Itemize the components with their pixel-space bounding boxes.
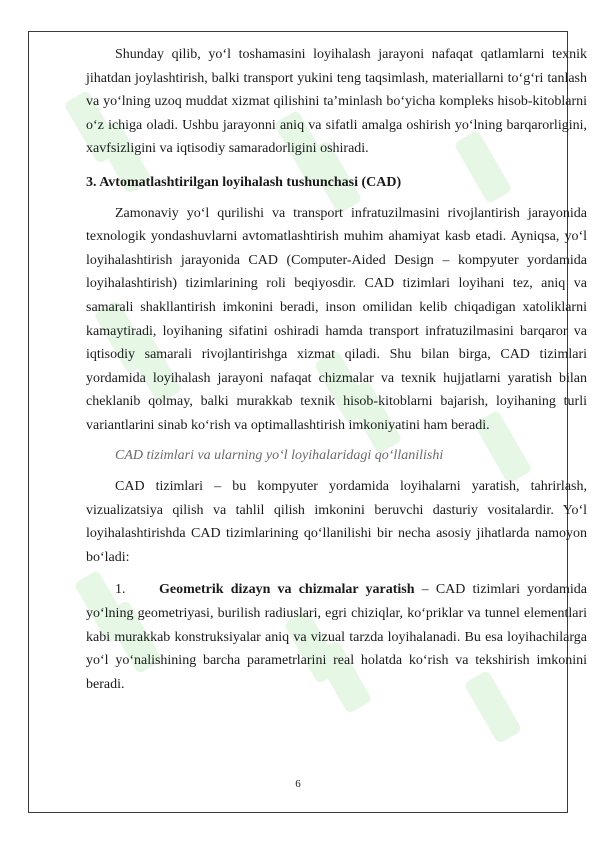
list-item-geometric-design: [86, 578, 587, 696]
page-content: [86, 43, 587, 696]
list-item-text: – CAD tizimlari yordamida yo‘lning geometriyasi, burilish radiuslari, egri chiziqlar, ko‘priklar va tunnel elementlari kabi murakkab konstruksiyalar aniq va vizual tarzda loyihalanadi. Bu esa loyihachilarga yo‘l yo‘nalishining barcha parametrlarini real holatda ko‘rish va tekshirish imkonini beradi.: [86, 582, 587, 692]
list-item-number: 1.: [115, 582, 126, 598]
paragraph-cad-overview: Zamonaviy yo‘l qurilishi va transport infratuzilmasini rivojlantirish jarayonida texnologik yondashuvlarni avtomatlashtirish muhim ahamiyat kasb etadi. Ayniqsa, yo‘l loyihalashtirish jarayonida CAD (Computer-Aided Design – kompyuter yordamida loyihalashtirish) tizimlarining roli beqiyosdir. CAD tizimlari loyihani tez, aniq va samarali shakllantirish imkonini beradi, inson omilidan kelib chiqadigan xatoliklarni kamaytiradi, loyihaning sifatini oshiradi hamda transport infratuzilmasini barqaror va iqtisodiy samarali rivojlantirishga xizmat qiladi. Shu bilan birga, CAD tizimlari yordamida loyihalash jarayoni nafaqat chizmalar va texnik hujjatlarni yaratish bilan cheklanib qolmay, balki murakkab texnik hisob-kitoblarni bajarish, loyihaning turli variantlarini sinab ko‘rish va optimallashtirish imkoniyatini ham beradi.: [86, 205, 587, 433]
subsection-heading: CAD tizimlari va ularning yo‘l loyihalaridagi qo‘llanilishi: [115, 447, 444, 463]
paragraph-cad-definition: CAD tizimlari – bu kompyuter yordamida loyihalarni yaratish, tahrirlash, vizualizatsiya qilish va tahlil qilish imkonini beruvchi dasturiy vositalardir. Yo‘l loyihalashtirishda CAD tizimlarining qo‘llanilishi bir necha asosiy jihatlarda namoyon bo‘ladi:: [86, 479, 587, 565]
page-number: 6: [295, 778, 301, 790]
list-item-title: Geometrik dizayn va chizmalar yaratish: [159, 582, 415, 598]
section-heading: 3. Avtomatlashtirilgan loyihalash tushunchasi (CAD): [86, 174, 402, 190]
paragraph-intro: Shunday qilib, yo‘l toshamasini loyihalash jarayoni nafaqat qatlamlarni texnik jihatdan joylashtirish, balki transport yukini teng taqsimlash, materiallarni to‘g‘ri tanlash va yo‘lning uzoq muddat xizmat qilishini ta’minlash bo‘yicha kompleks hisob-kitoblarni o‘z ichiga oladi. Ushbu jarayonni aniq va sifatli amalga oshirish yo‘lning barqarorligini, xavfsizligini va iqtisodiy samaradorligini oshiradi.: [86, 47, 587, 157]
document-page: [28, 31, 587, 813]
